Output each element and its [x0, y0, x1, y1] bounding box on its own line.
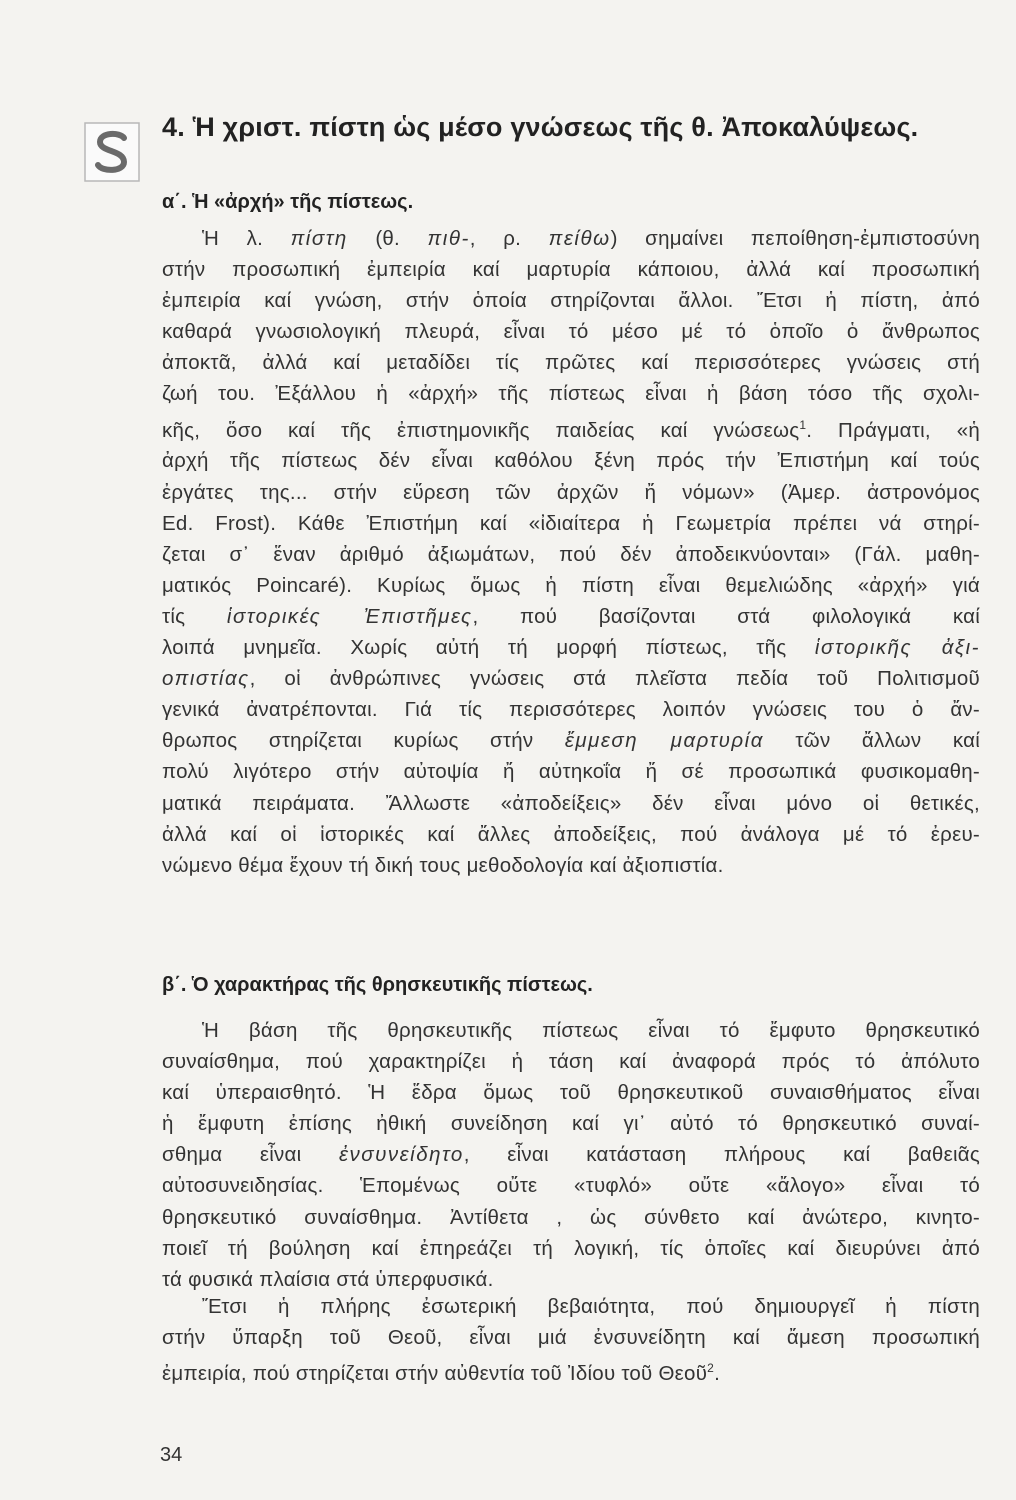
- emphasis: ἱστορικές Ἐπιστῆμες: [226, 604, 473, 628]
- text-line: κῆς, ὅσο καί τῆς ἐπιστημονικῆς παιδείας καί γνώσεως$^1$. Πράγματι, «ἡ: [162, 417, 980, 442]
- text-line: Ed. Frost). Κάθε Ἐπιστήμη καί «ἰδιαίτερα ἡ Γεωμετρία πρέπει νά στηρί-: [162, 511, 980, 535]
- text-line: τά φυσικά πλαίσια στά ὑπερφυσικά.: [162, 1267, 494, 1291]
- text-line: ἀλλά καί οἱ ἱστορικές καί ἄλλες ἀποδείξεις, πού ἀνάλογα μέ τό ἐρευ-: [162, 822, 980, 846]
- text-line: πολύ λιγότερο στήν αὐτοψία ἤ αὐτηκοΐα ἤ σέ προσωπικά φυσικομαθη-: [162, 760, 980, 784]
- text-line: καθαρά γνωσιολογική πλευρά, εἶναι τό μέσο μέ τό ὁποῖο ὁ ἄνθρωπος: [162, 320, 980, 344]
- text-line: Ἡ λ. πίστη (θ. πιθ-, ρ. πείθω) σημαίνει πεποίθηση-ἐμπιστοσύνη: [202, 227, 980, 250]
- text-line: συναίσθημα, πού χαρακτηρίζει ἡ τάση καί ἀναφορά πρός τό ἀπόλυτο: [162, 1050, 980, 1074]
- footnote-ref: 2: [707, 1361, 715, 1376]
- section-a-body: [162, 223, 980, 881]
- text-line: τίς ἱστορικές Ἐπιστῆμες, πού βασίζονται στά φιλολογικά καί: [162, 604, 980, 628]
- text-line: ποιεῖ τή βούληση καί ἐπηρεάζει τή λογική, τίς ὁποῖες καί διευρύνει ἀπό: [162, 1236, 980, 1260]
- emphasis: πιθ-: [427, 227, 470, 250]
- text-line: ἐμπειρία καί γνώση, στήν ὁποία στηρίζονται ἄλλοι. Ἔτσι ἡ πίστη, ἀπό: [162, 289, 980, 313]
- section-b-paragraph-1: [162, 1015, 980, 1295]
- emphasis: πίστη: [290, 227, 348, 250]
- text-line: ζεται σ᾽ ἕναν ἀριθμό ἀξιωμάτων, πού δέν ἀποδεικνύονται» (Γάλ. μαθη-: [162, 542, 980, 566]
- emphasis: πείθω: [548, 227, 611, 250]
- text-line: οπιστίας, οἱ ἀνθρώπινες γνώσεις στά πλεῖστα πεδία τοῦ Πολιτισμοῦ: [162, 667, 980, 691]
- section-b-paragraph-2: [162, 1291, 980, 1389]
- text-line: λοιπά μνημεῖα. Χωρίς αὐτή τή μορφή πίστεως, τῆς ἱστορικῆς ἀξι-: [162, 636, 980, 660]
- emphasis: ἱστορικῆς ἀξι-: [814, 636, 980, 660]
- page-number: 34: [160, 1444, 183, 1466]
- emphasis: οπιστίας: [162, 667, 250, 691]
- emphasis: ἔμμεση μαρτυρία: [564, 729, 764, 753]
- chapter-heading: 4. Ἡ χριστ. πίστη ὡς μέσο γνώσεως τῆς θ. Ἀποκαλύψεως.: [162, 112, 919, 142]
- text-line: ζωή του. Ἐξάλλου ἡ «ἀρχή» τῆς πίστεως εἶναι ἡ βάση τόσο τῆς σχολι-: [162, 382, 980, 406]
- text-line: ἀποκτᾶ, ἀλλά καί μεταδίδει τίς πρῶτες καί περισσότερες γνώσεις στή: [162, 351, 980, 375]
- text-line: ματικός Poincaré). Κυρίως ὅμως ἡ πίστη εἶναι θεμελιώδης «ἀρχή» γιά: [162, 573, 980, 597]
- text-line: ἐμπειρία, πού στηρίζεται στήν αὐθεντία τοῦ Ἰδίου τοῦ Θεοῦ$^2$.: [162, 1361, 721, 1386]
- text-line: αὐτοσυνειδησίας. Ἑπομένως οὔτε «τυφλό» οὔτε «ἄλογο» εἶναι τό: [162, 1174, 980, 1198]
- text-line: στήν ὕπαρξη τοῦ Θεοῦ, εἶναι μιά ἐνσυνείδητη καί ἄμεση προσωπική: [162, 1326, 980, 1350]
- footnote-ref: 1: [799, 417, 807, 432]
- text-line: Ἡ βάση τῆς θρησκευτικῆς πίστεως εἶναι τό ἔμφυτο θρησκευτικό: [202, 1019, 980, 1042]
- text-line: ἐργάτες της... στήν εὕρεση τῶν ἀρχῶν ἤ νόμων» (Ἀμερ. ἀστρονόμος: [162, 480, 980, 504]
- text-line: Ἔτσι ἡ πλήρης ἐσωτερική βεβαιότητα, πού δημιουργεῖ ἡ πίστη: [202, 1295, 980, 1318]
- section-a-title: α΄. Ἡ «ἀρχή» τῆς πίστεως.: [162, 191, 414, 213]
- section-logo-icon: [82, 120, 142, 184]
- text-line: στήν προσωπική ἐμπειρία καί μαρτυρία κάποιου, ἀλλά καί προσωπική: [162, 258, 980, 282]
- text-line: καί ὑπεραισθητό. Ἡ ἕδρα ὅμως τοῦ θρησκευτικοῦ συναισθήματος εἶναι: [162, 1081, 980, 1105]
- text-line: θρωπος στηρίζεται κυρίως στήν ἔμμεση μαρτυρία τῶν ἄλλων καί: [162, 729, 980, 753]
- emphasis: ἐνσυνείδητο: [338, 1143, 464, 1167]
- text-line: θρησκευτικό συναίσθημα. Ἀντίθετα , ὡς σύνθετο καί ἀνώτερο, κινητο-: [162, 1205, 980, 1229]
- text-line: ἀρχή τῆς πίστεως δέν εἶναι καθόλου ξένη πρός τήν Ἐπιστήμη καί τούς: [162, 449, 980, 473]
- section-b-title: β΄. Ὁ χαρακτήρας τῆς θρησκευτικῆς πίστεως.: [162, 974, 593, 996]
- text-line: νώμενο θέμα ἔχουν τή δική τους μεθοδολογία καί ἀξιοπιστία.: [162, 853, 724, 877]
- text-line: σθημα εἶναι ἐνσυνείδητο, εἶναι κατάσταση πλήρους καί βαθειᾶς: [162, 1143, 980, 1167]
- text-line: γενικά ἀνατρέπονται. Γιά τίς περισσότερες λοιπόν γνώσεις του ὁ ἄν-: [162, 698, 980, 722]
- text-line: ματικά πειράματα. Ἄλλωστε «ἀποδείξεις» δέν εἶναι μόνο οἱ θετικές,: [162, 791, 980, 815]
- text-line: ἡ ἔμφυτη ἐπίσης ἠθική συνείδηση καί γι᾽ αὐτό τό θρησκευτικό συναί-: [162, 1112, 980, 1136]
